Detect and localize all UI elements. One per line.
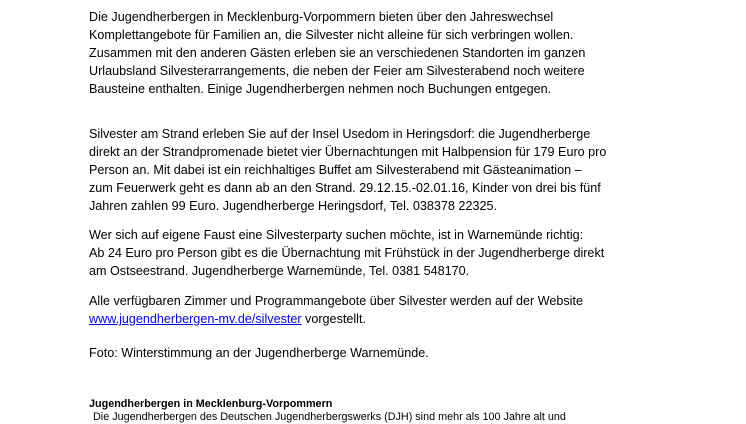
text-line: Ab 24 Euro pro Person gibt es die Übernachtung mit Frühstück in der Jugendherberge direkt	[89, 246, 605, 260]
text-line: Komplettangebote für Familien an, die Silvester nicht alleine für sich verbringen wollen.	[89, 28, 574, 42]
text-line: Urlaubsland Silvesterarrangements, die neben der Feier am Silvesterabend noch weitere	[89, 64, 585, 78]
text-fragment: vorgestellt.	[301, 312, 366, 326]
text-line: zum Feuerwerk geht es dann ab an den Strand. 29.12.15.-02.01.16, Kinder von drei bis fünf	[89, 181, 601, 195]
text-line: Jahren zahlen 99 Euro. Jugendherberge Heringsdorf, Tel. 038378 22325.	[89, 199, 497, 213]
paragraph-warnemuende	[89, 226, 604, 280]
website-link[interactable]: www.jugendherbergen-mv.de/silvester	[89, 312, 302, 326]
paragraph-website	[89, 292, 583, 328]
photo-caption: Foto: Winterstimmung an der Jugendherberge Warnemünde.	[89, 346, 429, 360]
text-line: direkt an der Strandpromenade bietet vier Übernachtungen mit Halbpension für 179 Euro pro	[89, 145, 607, 159]
paragraph-heringsdorf	[89, 125, 606, 215]
text-line: Alle verfügbaren Zimmer und Programmangebote über Silvester werden auf der Website	[89, 294, 583, 308]
text-line: Bausteine enthalten. Einige Jugendherbergen nehmen noch Buchungen entgegen.	[89, 82, 552, 96]
text-line: Zusammen mit den anderen Gästen erleben sie an verschiedenen Standorten im ganzen	[89, 46, 586, 60]
text-line: Silvester am Strand erleben Sie auf der Insel Usedom in Heringsdorf: die Jugendherberge	[89, 127, 591, 141]
text-line: am Ostseestrand. Jugendherberge Warnemünde, Tel. 0381 548170.	[89, 264, 470, 278]
text-line: Die Jugendherbergen in Mecklenburg-Vorpommern bieten über den Jahreswechsel	[89, 10, 554, 24]
text-line: Person an. Mit dabei ist ein reichhaltiges Buffet am Silvesterabend mit Gästeanimation –	[89, 163, 582, 177]
footer-text: Die Jugendherbergen des Deutschen Jugendherbergswerks (DJH) sind mehr als 100 Jahre alt und	[93, 411, 566, 423]
footer-heading: Jugendherbergen in Mecklenburg-Vorpommern	[89, 398, 333, 410]
text-line: Wer sich auf eigene Faust eine Silvesterparty suchen möchte, ist in Warnemünde richtig:	[89, 228, 584, 242]
paragraph-intro	[89, 8, 585, 98]
text-line	[89, 310, 583, 328]
paragraph-photo-caption	[89, 344, 429, 362]
